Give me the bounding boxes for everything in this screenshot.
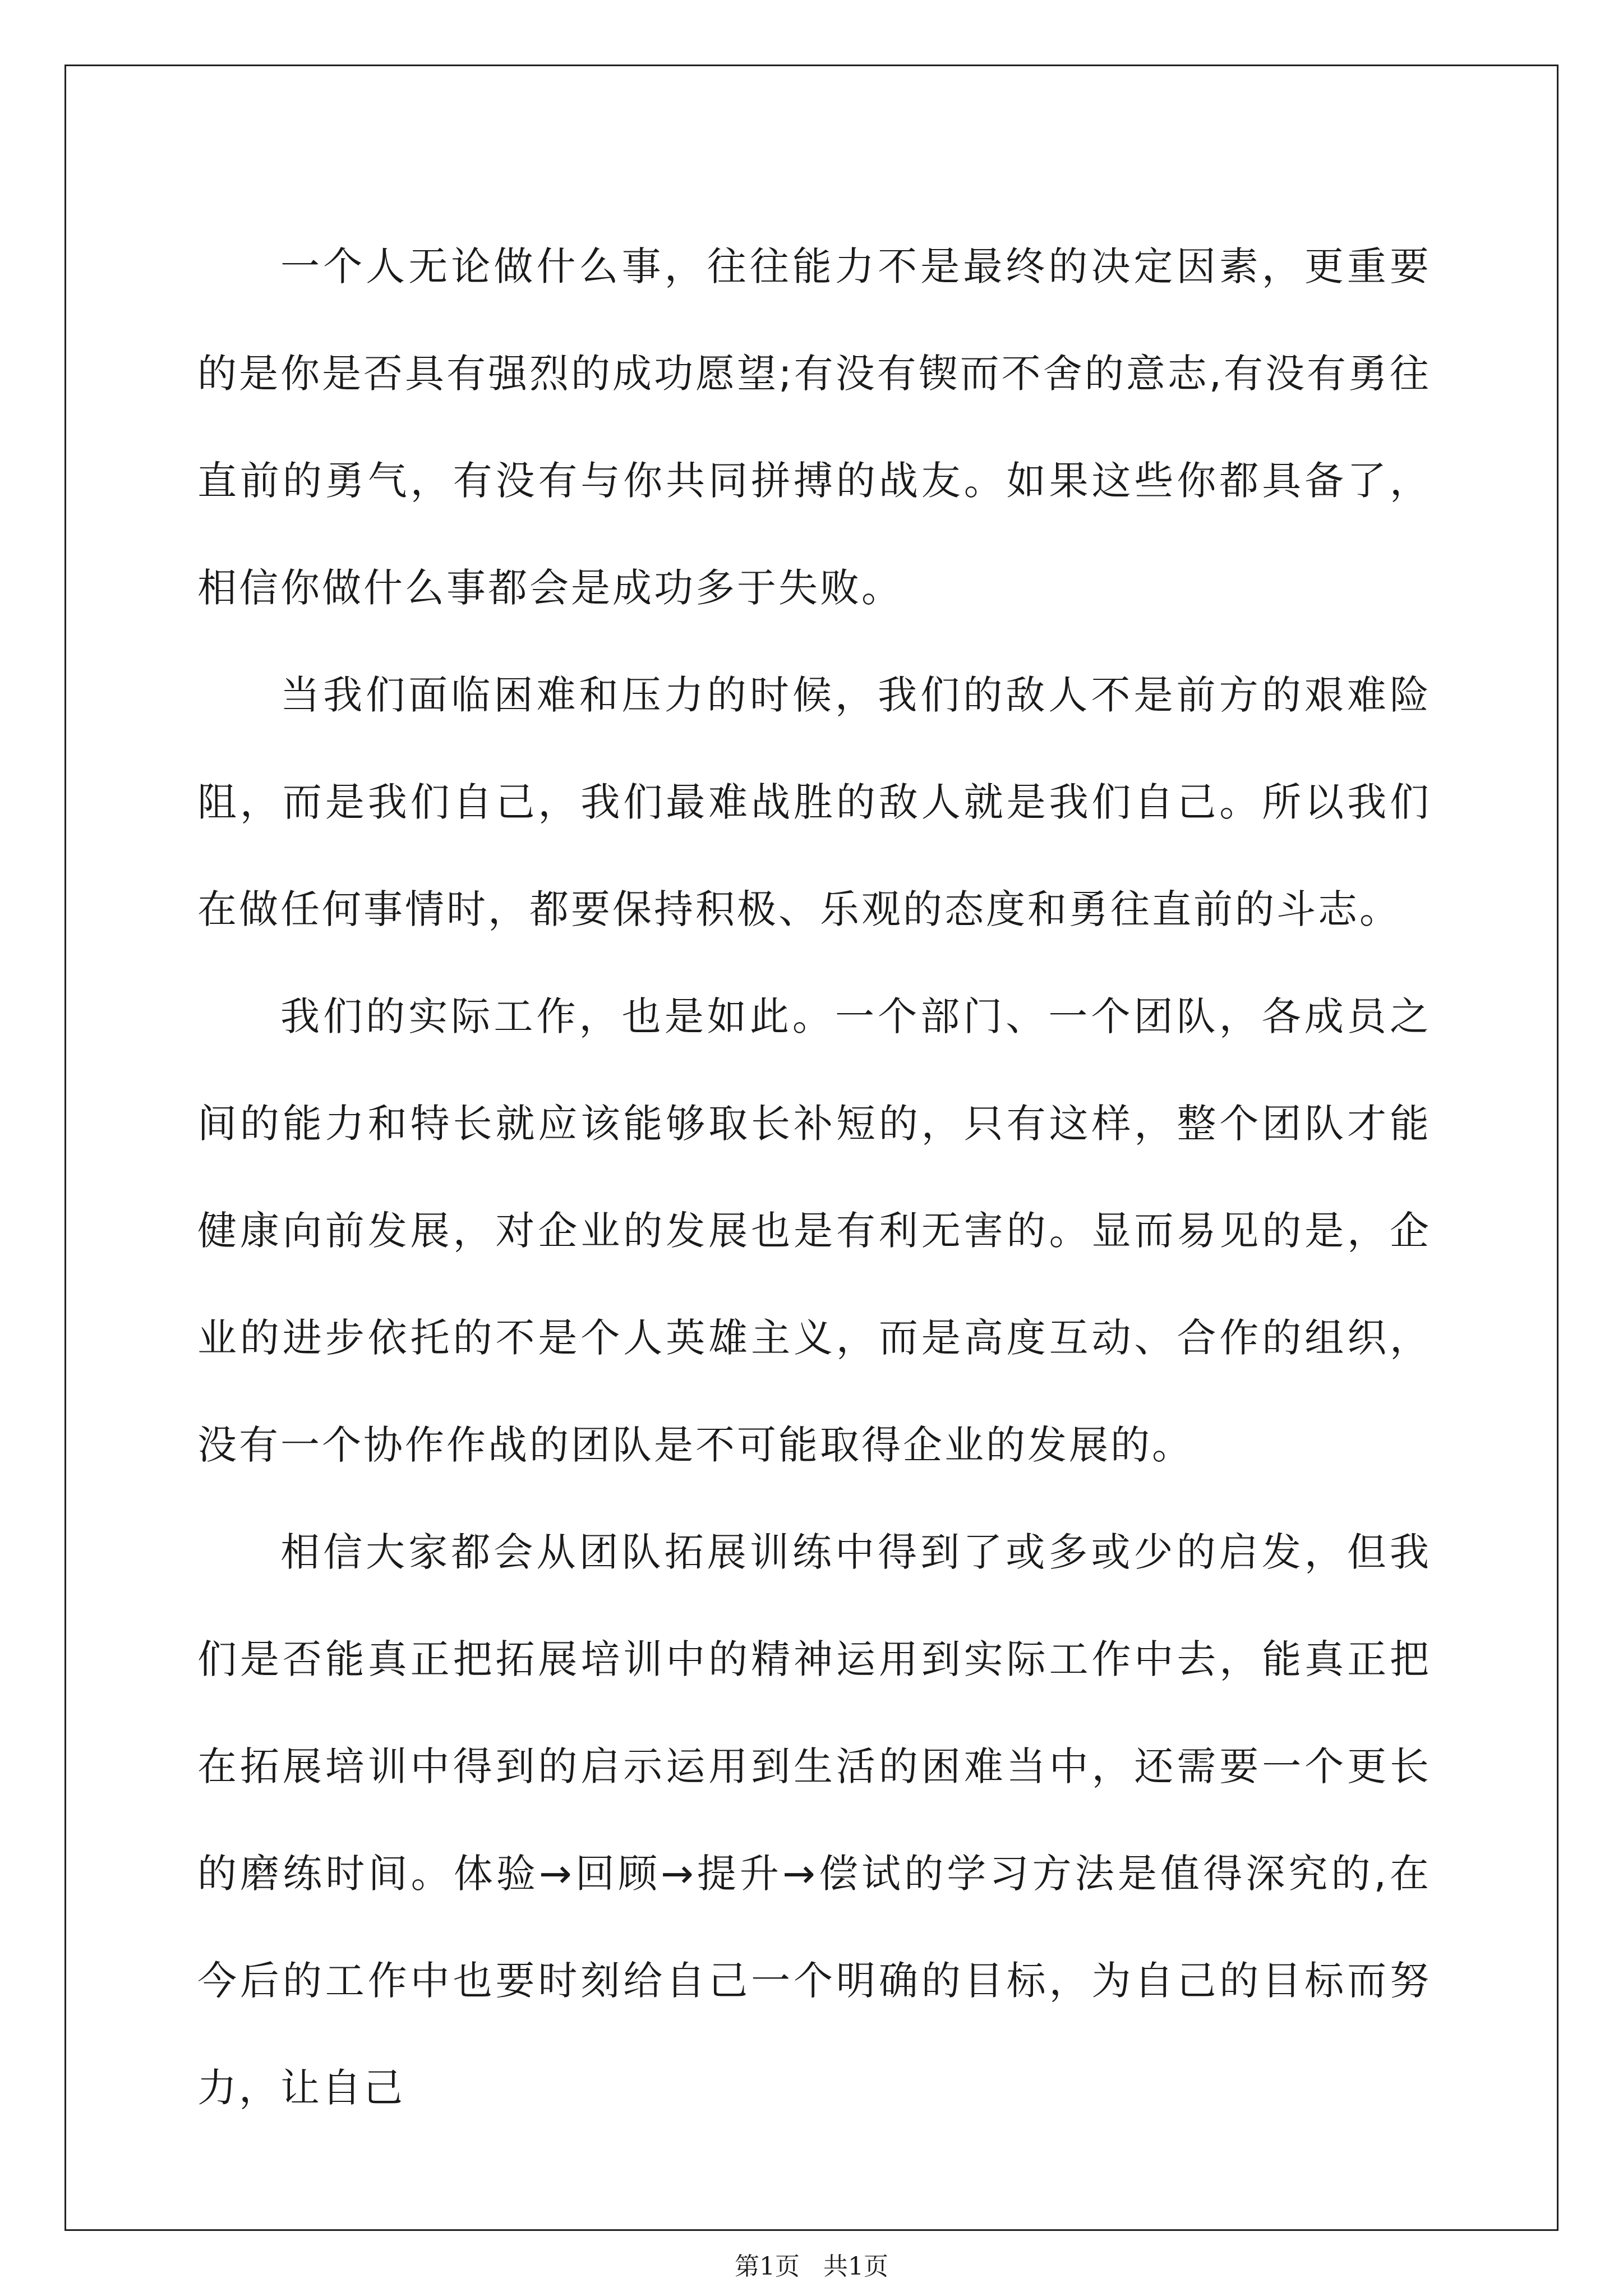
- paragraph-3: 我们的实际工作，也是如此。一个部门、一个团队，各成员之间的能力和特长就应该能够取长补短的，只有这样，整个团队才能健康向前发展，对企业的发展也是有利无害的。显而易见的是，企业的进步依托的不是个人英雄主义，而是高度互动、合作的组织，没有一个协作作战的团队是不可能取得企业的发展的。: [197, 993, 1431, 1468]
- paragraph-4: 相信大家都会从团队拓展训练中得到了或多或少的启发，但我们是否能真正把拓展培训中的精神运用到实际工作中去，能真正把在拓展培训中得到的启示运用到生活的困难当中，还需要一个更长的磨练时间。体验→回顾→提升→偿试的学习方法是值得深究的,在今后的工作中也要时刻给自己一个明确的目标，为自己的目标而努力，让自己: [197, 1529, 1431, 2111]
- page-number: 第1页: [735, 2252, 800, 2281]
- document-body: [197, 213, 1431, 2142]
- paragraph-2: 当我们面临困难和压力的时候，我们的敌人不是前方的艰难险阻，而是我们自己，我们最难战胜的敌人就是我们自己。所以我们在做任何事情时，都要保持积极、乐观的态度和勇往直前的斗志。: [197, 672, 1431, 932]
- page-footer: [0, 2246, 1623, 2282]
- page-total: 共1页: [823, 2252, 888, 2281]
- paragraph-1: 一个人无论做什么事，往往能力不是最终的决定因素，更重要的是你是否具有强烈的成功愿望;有没有锲而不舍的意志,有没有勇往直前的勇气，有没有与你共同拼搏的战友。如果这些你都具备了，相信你做什么事都会是成功多于失败。: [197, 243, 1431, 611]
